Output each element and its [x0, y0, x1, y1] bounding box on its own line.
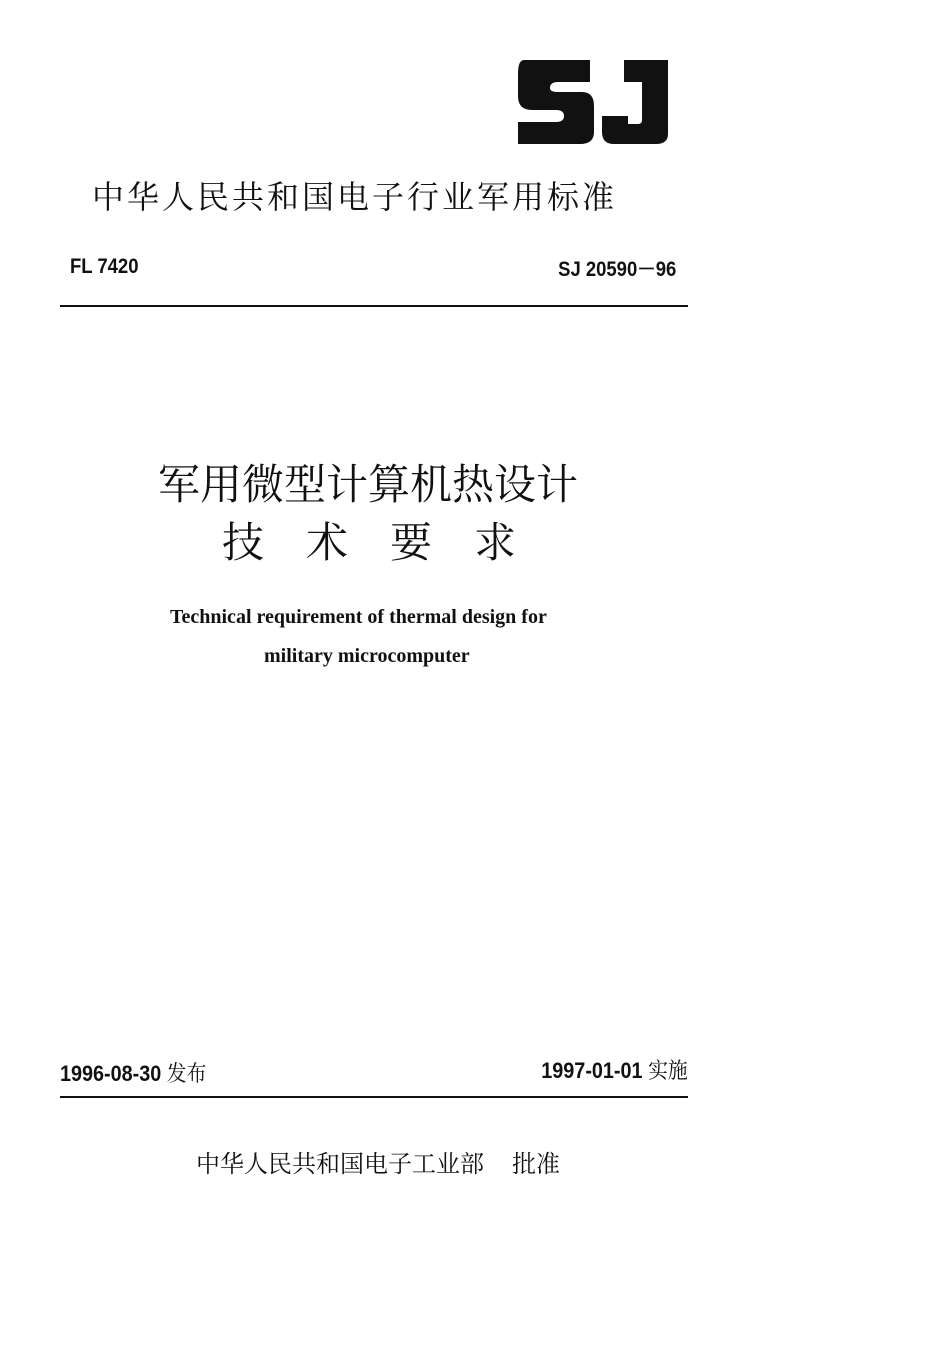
approver-name: 中华人民共和国电子工业部 — [196, 1150, 484, 1178]
standard-number: SJ 20590－96 — [557, 258, 676, 281]
title-cn-line2: 技术要求 — [222, 518, 559, 567]
classification-code: FL 7420 — [70, 255, 139, 278]
approve-label: 批准 — [512, 1150, 560, 1178]
issue-date-value: 1996-08-30 — [60, 1061, 162, 1086]
issue-label: 发布 — [166, 1062, 207, 1087]
implementation-date-value: 1997-01-01 — [541, 1058, 643, 1083]
title-en-line2: military microcomputer — [264, 645, 470, 667]
issuer-name: 中华人民共和国电子行业军用标准 — [92, 178, 618, 216]
title-en-line1: Technical requirement of thermal design for — [170, 606, 547, 628]
footer-divider — [60, 1096, 688, 1098]
implementation-label: 实施 — [648, 1059, 688, 1084]
header-divider — [60, 305, 688, 307]
sj-logo — [512, 54, 672, 150]
implementation-date — [542, 1054, 688, 1085]
title-cn-line1: 军用微型计算机热设计 — [158, 460, 579, 509]
issue-date — [60, 1057, 206, 1088]
